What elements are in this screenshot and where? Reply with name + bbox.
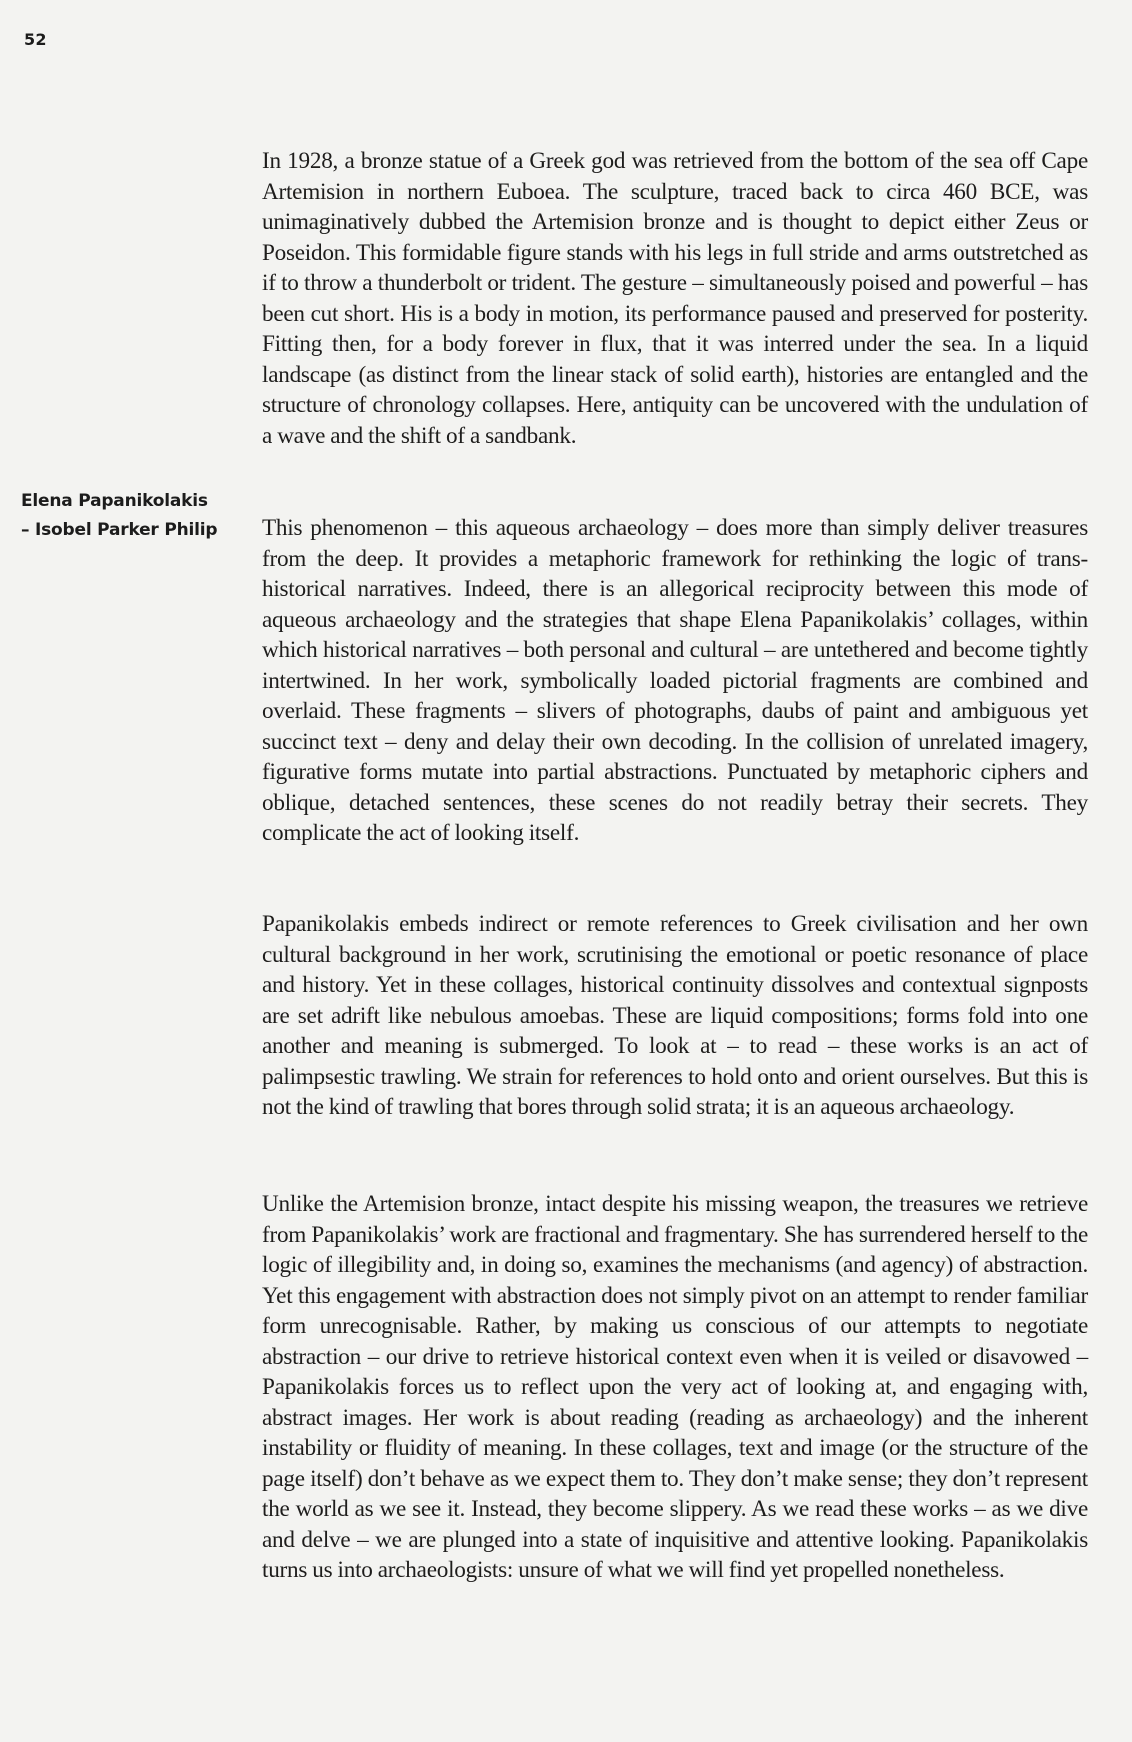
byline-author: – Isobel Parker Philip (21, 520, 218, 540)
essay-paragraph: In 1928, a bronze statue of a Greek god was retrieved from the bottom of the sea off Cape Artemision in northern Euboea. The sculpture, traced back to circa 460 BCE, was unimaginatively dubbed the Artemision bronze and is thought to depict either Zeus or Poseidon. This formidable figure stands with his legs in full stride and arms outstretched as if to throw a thunderbolt or trident. The gesture – simultaneously poised and powerful – has been cut short. His is a body in motion, its performance paused and preserved for posterity. Fitting then, for a body forever in flux, that it was interred under the sea. In a liquid landscape (as distinct from the linear stack of solid earth), histories are entangled and the structure of chronology collapses. Here, antiquity can be uncovered with the undulation of a wave and the shift of a sandbank. (262, 148, 1088, 449)
byline-artist: Elena Papanikolakis (21, 491, 208, 511)
essay-paragraph: This phenomenon – this aqueous archaeology – does more than simply deliver treasures from the deep. It provides a metaphoric framework for rethinking the logic of trans-historical narratives. Indeed, there is an allegorical reciprocity between this mode of aqueous archaeology and the strategies that shape Elena Papanikolakis’ collages, within which historical narratives – both personal and cultural – are untethered and become tightly intertwined. In her work, symbolically loaded pictorial fragments are combined and overlaid. These fragments – slivers of photographs, daubs of paint and ambiguous yet succinct text – deny and delay their own decoding. In the collision of unrelated imagery, figurative forms mutate into partial abstractions. Punctuated by metaphoric ciphers and oblique, detached sentences, these scenes do not readily betray their secrets. They complicate the act of looking itself. (262, 515, 1088, 846)
essay-paragraph: Papanikolakis embeds indirect or remote references to Greek civilisation and her own cultural background in her work, scrutinising the emotional or poetic resonance of place and history. Yet in these collages, historical continuity dissolves and contextual signposts are set adrift like nebulous amoebas. These are liquid compositions; forms fold into one another and meaning is submerged. To look at – to read – these works is an act of palimpsestic trawling. We strain for references to hold onto and orient ourselves. But this is not the kind of trawling that bores through solid strata; it is an aqueous archaeology. (262, 911, 1088, 1120)
page-number: 52 (24, 30, 47, 49)
essay-paragraph: Unlike the Artemision bronze, intact despite his missing weapon, the treasures we retrieve from Papanikolakis’ work are fractional and fragmentary. She has surrendered herself to the logic of illegibility and, in doing so, examines the mechanisms (and agency) of abstraction. Yet this engagement with abstraction does not simply pivot on an attempt to render familiar form unrecognisable. Rather, by making us conscious of our attempts to negotiate abstraction – our drive to retrieve historical context even when it is veiled or disavowed – Papanikolakis forces us to reflect upon the very act of looking at, and engaging with, abstract images. Her work is about reading (reading as archaeology) and the inherent instability or fluidity of meaning. In these collages, text and image (or the structure of the page itself) don’t behave as we expect them to. They don’t make sense; they don’t represent the world as we see it. Instead, they become slippery. As we read these works – as we dive and delve – we are plunged into a state of inquisitive and attentive looking. Papanikolakis turns us into archaeologists: unsure of what we will find yet propelled nonetheless. (262, 1191, 1088, 1583)
byline (21, 487, 217, 545)
